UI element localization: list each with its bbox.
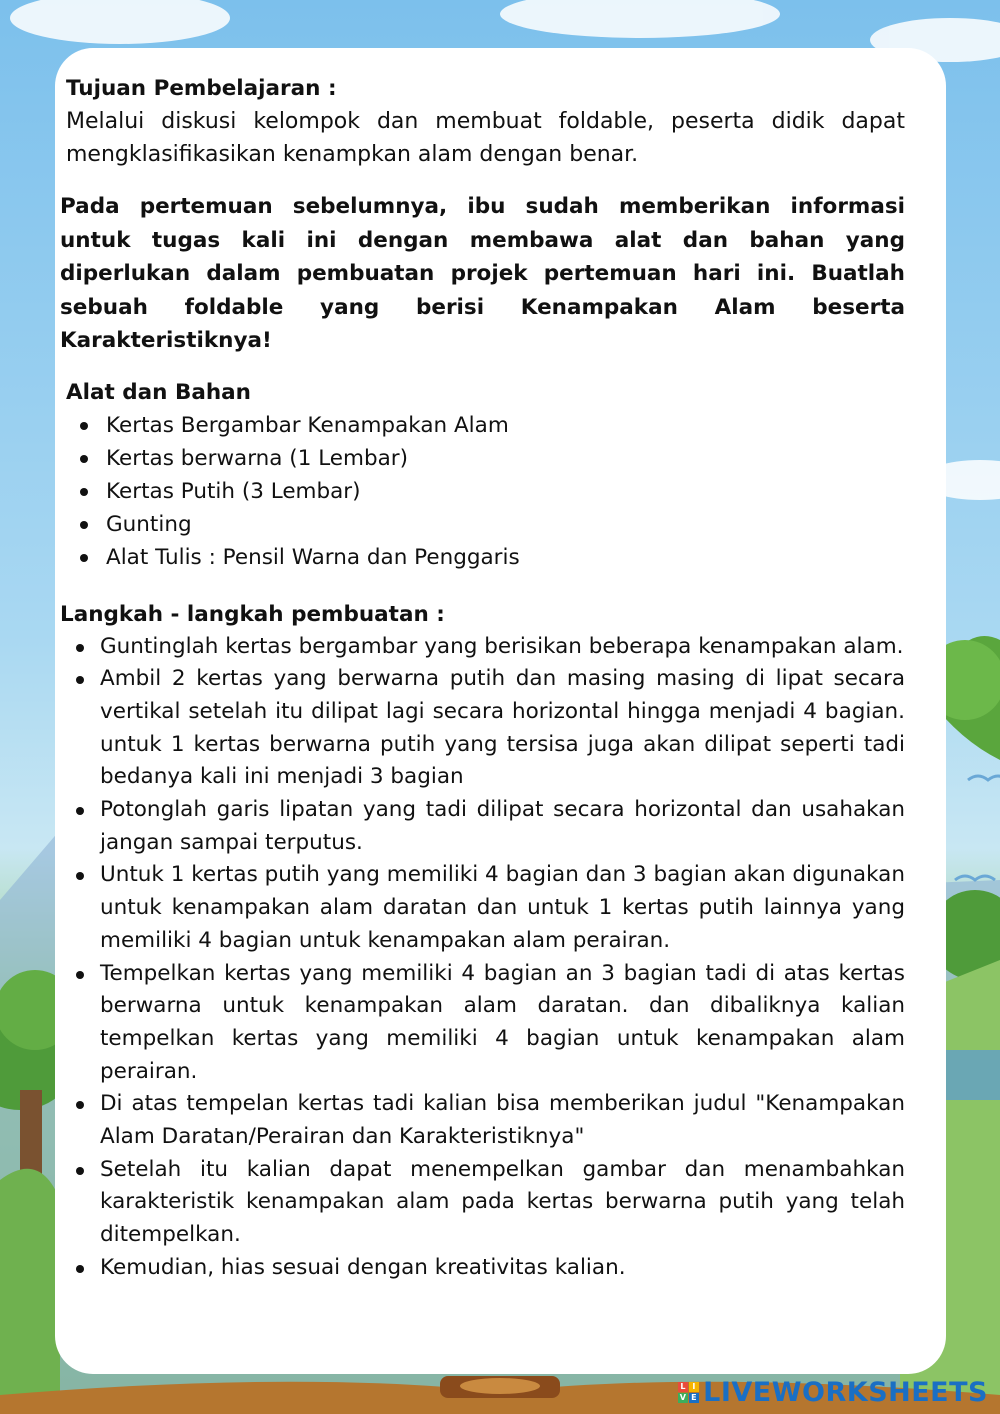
- bird-icon: [968, 776, 1000, 780]
- liveworksheets-logo[interactable]: [678, 1377, 988, 1408]
- step-item: Setelah itu kalian dapat menempelkan gambar dan menambahkan karakteristik kenampakan alam pada kertas berwarna putih yang telah ditempelkan.: [100, 1154, 905, 1252]
- logo-icon: L I V E: [678, 1382, 699, 1403]
- list-item: Alat Tulis : Pensil Warna dan Penggaris: [106, 541, 905, 574]
- instruction-paragraph: Pada pertemuan sebelumnya, ibu sudah memberikan informasi untuk tugas kali ini dengan membawa alat dan bahan yang diperlukan dalam pembuatan projek pertemuan hari ini. Buatlah sebuah foldable yang berisi Kenampakan Alam beserta Karakteristiknya!: [60, 194, 905, 353]
- step-item: Guntinglah kertas bergambar yang berisikan beberapa kenampakan alam.: [100, 631, 905, 664]
- alat-list: [60, 409, 905, 574]
- step-item: Ambil 2 kertas yang berwarna putih dan masing masing di lipat secara vertikal setelah itu dilipat lagi secara horizontal hingga menjadi 4 bagian. untuk 1 kertas berwarna putih yang tersisa juga akan dilipat seperti tadi bedanya kali ini menjadi 3 bagian: [100, 663, 905, 794]
- worksheet-content: [60, 72, 905, 1285]
- list-item: Gunting: [106, 508, 905, 541]
- step-item: Potonglah garis lipatan yang tadi dilipat secara horizontal dan usahakan jangan sampai terputus.: [100, 794, 905, 859]
- langkah-title: Langkah - langkah pembuatan :: [60, 601, 445, 627]
- logo-text: LIVEWORKSHEETS: [703, 1377, 988, 1408]
- step-item: Untuk 1 kertas putih yang memiliki 4 bagian dan 3 bagian akan digunakan untuk kenampakan alam daratan dan untuk 1 kertas putih lainnya yang memiliki 4 bagian untuk kenampakan alam perairan.: [100, 859, 905, 957]
- list-item: Kertas Bergambar Kenampakan Alam: [106, 409, 905, 442]
- step-item: Kemudian, hias sesuai dengan kreativitas kalian.: [100, 1252, 905, 1285]
- step-item: Di atas tempelan kertas tadi kalian bisa memberikan judul "Kenampakan Alam Daratan/Perairan dan Karakteristiknya": [100, 1088, 905, 1153]
- alat-section: [60, 376, 905, 574]
- alat-title: Alat dan Bahan: [66, 379, 251, 405]
- tujuan-text: Melalui diskusi kelompok dan membuat foldable, peserta didik dapat mengklasifikasikan kenampkan alam dengan benar.: [66, 109, 905, 167]
- bird-icon: [955, 876, 995, 880]
- tujuan-title: Tujuan Pembelajaran :: [66, 76, 337, 101]
- tujuan-section: [60, 72, 905, 171]
- langkah-list: [60, 631, 905, 1285]
- step-item: Tempelkan kertas yang memiliki 4 bagian an 3 bagian tadi di atas kertas berwarna untuk kenampakan alam daratan. dan dibaliknya kalian tempelkan kertas yang memiliki 4 bagian untuk kenampakan alam perairan.: [100, 958, 905, 1089]
- list-item: Kertas berwarna (1 Lembar): [106, 442, 905, 475]
- langkah-section: [60, 598, 905, 1285]
- list-item: Kertas Putih (3 Lembar): [106, 475, 905, 508]
